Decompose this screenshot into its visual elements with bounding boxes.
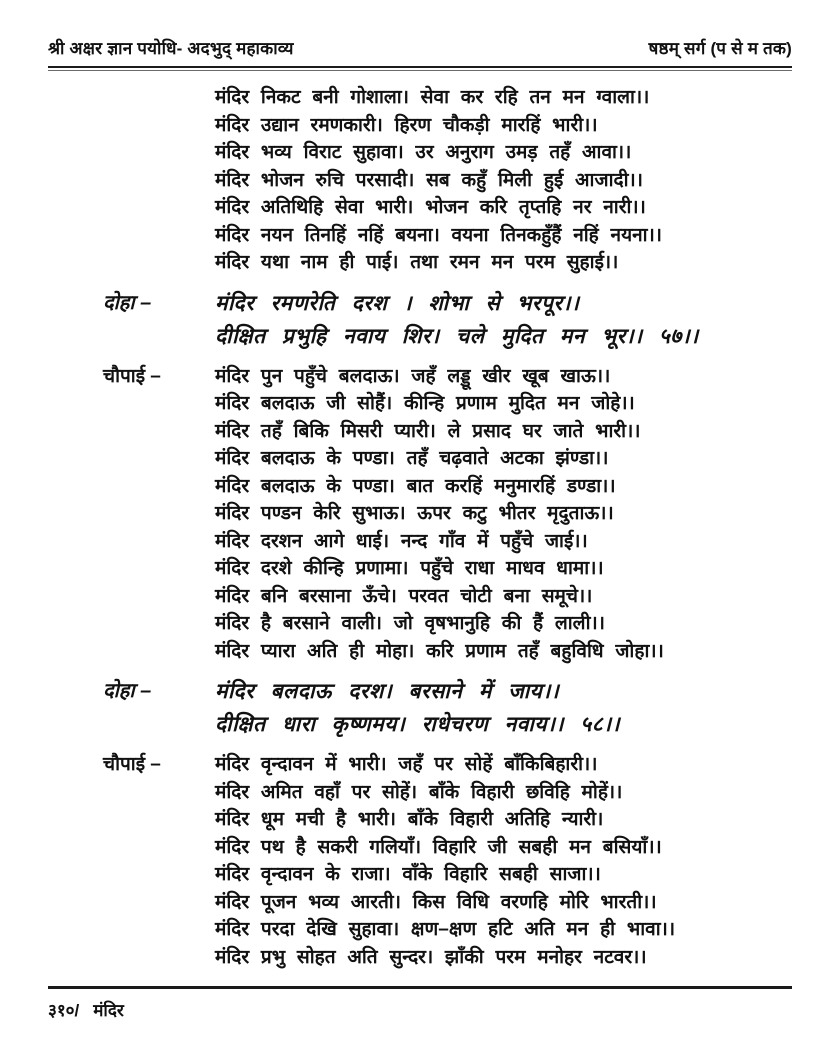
section-label: दोहा – (103, 291, 152, 314)
section-chaupai (48, 363, 792, 666)
section-lines (215, 675, 792, 741)
verse-line: मंदिर वृन्दावन में भारी। जहँ पर सोहें बाँकिबिहारी।। (215, 754, 598, 775)
verse-line: मंदिर धूम मची है भारी। बाँके विहारी अतिहि न्यारी। (215, 809, 604, 830)
verse-line: दीक्षित धारा कृष्णमय। राधेचरण नवाय।। ५८।। (215, 713, 621, 736)
footer-chapter-label: मंदिर (93, 1001, 124, 1020)
verse-line: मंदिर अतिथिहि सेवा भारी। भोजन करि तृप्तहि नर नारी।। (215, 197, 646, 218)
page-header (48, 36, 792, 59)
verse-line: मंदिर नयन तिनहिं नहिं बयना। वयना तिनकहुँहैं नहिं नयना।। (215, 224, 662, 246)
page-footer (48, 986, 792, 1021)
verse-line: दीक्षित प्रभुहि नवाय शिर। चले मुदित मन भूर।। ५७।। (215, 324, 699, 348)
verse-line: मंदिर प्रभु सोहत अति सुन्दर। झाँकी परम मनोहर नटवर।। (215, 946, 647, 968)
verse-line: मंदिर उद्यान रमणकारी। हिरण चौकड़ी मारहिं भारी।। (215, 114, 598, 136)
verse-body (48, 71, 792, 971)
section-lines (215, 287, 792, 353)
page-number: ३१०/ (48, 1001, 80, 1020)
header-title-left: श्री अक्षर ज्ञान पयोधि- अदभुद् महाकाव्य (48, 39, 294, 58)
verse-line: मंदिर पूजन भव्य आरती। किस विधि वरणहि मोरि भारती।। (215, 891, 657, 913)
verse-line: मंदिर बनि बरसाना ऊँचे। परवत चोटी बना समूचे।। (215, 585, 593, 607)
verse-line: मंदिर पथ है सकरी गलियाँ। विहारि जी सबही मन बसियाँ।। (215, 836, 662, 858)
verse-line: मंदिर बलदाऊ के पण्डा। बात करहिं मनुमारहिं डण्डा।। (215, 475, 616, 497)
verse-line: मंदिर पण्डन केरि सुभाऊ। ऊपर कटु भीतर मृदुताऊ।। (215, 503, 614, 524)
verse-line: मंदिर भव्य विराट सुहावा। उर अनुराग उमड़ तहँ आवा।। (215, 142, 632, 163)
verse-line: मंदिर प्यारा अति ही मोहा। करि प्रणाम तहँ बहुविधि जोहा।। (215, 640, 664, 662)
verse-line: मंदिर यथा नाम ही पाई। तथा रमन मन परम सुहाई।। (215, 252, 619, 273)
section-chaupai (48, 751, 792, 971)
section-lines (215, 751, 792, 971)
verse-line: मंदिर अमित वहाँ पर सोहें। बाँके विहारी छविहि मोहें।। (215, 781, 623, 803)
section-label: चौपाई – (103, 365, 161, 387)
section-doha (48, 675, 792, 741)
verse-line: मंदिर रमणरेति दरश । शोभा से भरपूर।। (215, 291, 580, 315)
verse-line: मंदिर बलदाऊ के पण्डा। तहँ चढ़वाते अटका झंण्डा।। (215, 448, 609, 469)
header-title-right: षष्ठम् सर्ग (प से म तक) (648, 39, 792, 58)
verse-line: मंदिर है बरसाने वाली। जो वृषभानुहि की हैं लाली।। (215, 613, 605, 634)
verse-line: मंदिर दरशन आगे धाई। नन्द गाँव में पहुँचे जाई।। (215, 530, 588, 552)
section-label: चौपाई – (103, 754, 161, 775)
verse-line: मंदिर परदा देखि सुहावा। क्षण–क्षण हटि अति मन ही भावा।। (215, 919, 676, 940)
verse-line: मंदिर निकट बनी गोशाला। सेवा कर रहि तन मन ग्वाला।। (215, 87, 650, 108)
verse-line: मंदिर पुन पहुँचे बलदाऊ। जहँ लड्डू खीर खूब खाऊ।। (215, 365, 611, 387)
section-doha (48, 287, 792, 353)
section-label: दोहा – (103, 680, 152, 702)
verse-line: मंदिर भोजन रुचि परसादी। सब कहुँ मिली हुई आजादी।। (215, 169, 643, 191)
verse-line: मंदिर बलदाऊ जी सोहैं। कीन्हि प्रणाम मुदित मन जोहे।। (215, 393, 635, 414)
verse-line: मंदिर दरशे कीन्हि प्रणामा। पहुँचे राधा माधव धामा।। (215, 558, 604, 579)
section-lines (215, 363, 792, 666)
section-lines (215, 84, 792, 277)
verse-line: मंदिर बलदाऊ दरश। बरसाने में जाय।। (215, 680, 560, 703)
verse-line: मंदिर तहँ बिकि मिसरी प्यारी। ले प्रसाद घर जाते भारी।। (215, 420, 641, 442)
verse-line: मंदिर वृन्दावन के राजा। वाँके विहारि सबही साजा।। (215, 864, 601, 885)
section-chaupai (48, 84, 792, 277)
